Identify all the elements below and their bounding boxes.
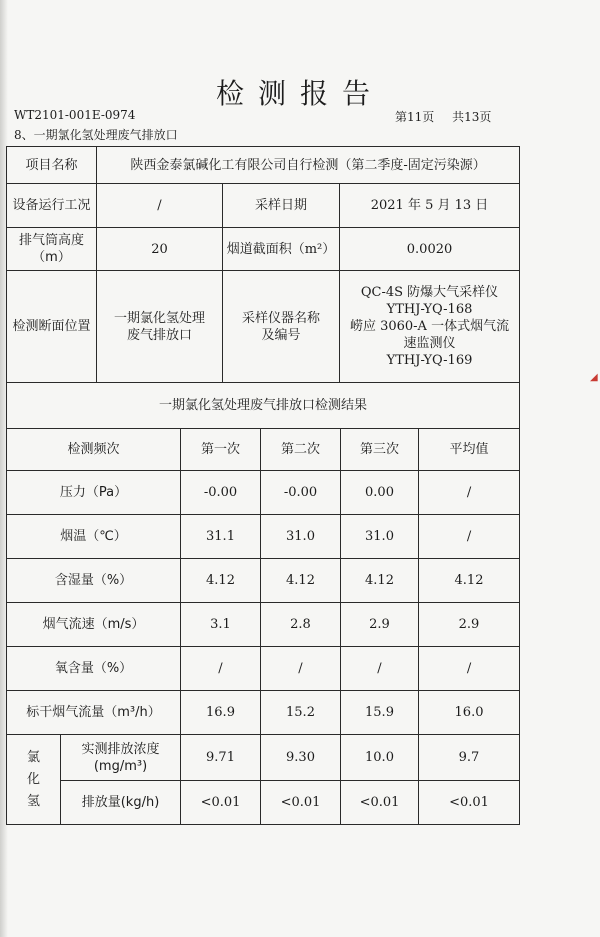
table-row	[7, 735, 520, 781]
cell-value: <0.01	[261, 781, 341, 825]
cell-value: 16.0	[419, 691, 520, 735]
row-label: 压力（Pa）	[7, 471, 181, 515]
equipment-status-value: /	[97, 184, 223, 228]
flue-area-value: 0.0020	[340, 228, 520, 271]
cell-value: /	[261, 647, 341, 691]
row-label	[61, 735, 181, 781]
cell-value: 10.0	[341, 735, 419, 781]
cell-value: 31.1	[181, 515, 261, 559]
row-label: 烟温（℃）	[7, 515, 181, 559]
header-first: 第一次	[181, 429, 261, 471]
section-position-line2: 废气排放口	[126, 327, 192, 343]
project-name-value: 陕西金泰氯碱化工有限公司自行检测（第二季度-固定污染源）	[97, 147, 520, 184]
instrument-line: QC-4S 防爆大气采样仪	[360, 285, 499, 300]
header-third: 第三次	[341, 429, 419, 471]
cell-value: 2.8	[261, 603, 341, 647]
flue-area-label: 烟道截面积（m²）	[223, 228, 340, 271]
table-row	[7, 781, 520, 825]
cell-value: -0.00	[261, 471, 341, 515]
results-caption: 一期氯化氢处理废气排放口检测结果	[7, 383, 520, 429]
cell-value: /	[341, 647, 419, 691]
stack-height-value: 20	[97, 228, 223, 271]
cell-value: 2.9	[341, 603, 419, 647]
section-position-value	[97, 271, 223, 383]
hcl-group-label-text: 氯化氢	[26, 749, 40, 809]
cell-value: 9.71	[181, 735, 261, 781]
stack-height-label-line2: （m）	[32, 250, 71, 265]
table-row	[7, 647, 520, 691]
row-label: 排放量(kg/h)	[61, 781, 181, 825]
instrument-label	[223, 271, 340, 383]
header-average: 平均值	[419, 429, 520, 471]
header-second: 第二次	[261, 429, 341, 471]
cell-value: 9.30	[261, 735, 341, 781]
cell-value: /	[181, 647, 261, 691]
cell-value: -0.00	[181, 471, 261, 515]
instrument-label-line2: 及编号	[261, 327, 301, 343]
table-row	[7, 603, 520, 647]
cell-value: 4.12	[419, 559, 520, 603]
row-label-line2: (mg/m³)	[93, 758, 148, 774]
report-title: 检测报告	[215, 77, 384, 110]
row-label: 含湿量（%）	[7, 559, 181, 603]
cell-value: /	[419, 515, 520, 559]
table-row	[7, 471, 520, 515]
sampling-date-value: 2021 年 5 月 13 日	[340, 184, 520, 228]
cell-value: 3.1	[181, 603, 261, 647]
cell-value: 0.00	[341, 471, 419, 515]
cell-value: 31.0	[261, 515, 341, 559]
instrument-line: YTHJ-YQ-168	[386, 302, 473, 317]
report-id: WT2101-001E-0974	[14, 108, 136, 122]
cell-value: /	[419, 471, 520, 515]
stack-height-label	[7, 228, 97, 271]
instrument-line: 速监测仪	[403, 336, 456, 351]
page-number: 第11页 共13页	[395, 110, 492, 124]
instrument-value	[340, 271, 520, 383]
table-row	[7, 559, 520, 603]
results-table	[6, 382, 520, 825]
cell-value: 4.12	[261, 559, 341, 603]
cell-value: <0.01	[181, 781, 261, 825]
instrument-label-line1: 采样仪器名称	[241, 310, 320, 326]
cell-value: 9.7	[419, 735, 520, 781]
red-stamp-edge: ◢	[590, 372, 598, 383]
row-label: 烟气流速（m/s）	[7, 603, 181, 647]
cell-value: 4.12	[341, 559, 419, 603]
section-position-label: 检测断面位置	[7, 271, 97, 383]
cell-value: <0.01	[419, 781, 520, 825]
instrument-line: YTHJ-YQ-169	[386, 353, 473, 368]
info-table	[6, 146, 520, 383]
cell-value: 16.9	[181, 691, 261, 735]
cell-value: /	[419, 647, 520, 691]
row-label: 标干烟气流量（m³/h）	[7, 691, 181, 735]
equipment-status-label: 设备运行工况	[7, 184, 97, 228]
cell-value: <0.01	[341, 781, 419, 825]
hcl-group-label	[7, 735, 61, 825]
stack-height-label-line1: 排气筒高度	[18, 233, 84, 248]
project-name-label: 项目名称	[7, 147, 97, 184]
row-label: 氧含量（%）	[7, 647, 181, 691]
table-row	[7, 515, 520, 559]
instrument-line: 崂应 3060-A 一体式烟气流	[349, 319, 510, 334]
table-row	[7, 691, 520, 735]
cell-value: 15.2	[261, 691, 341, 735]
header-frequency: 检测频次	[7, 429, 181, 471]
cell-value: 15.9	[341, 691, 419, 735]
section-position-line1: 一期氯化氢处理	[113, 310, 205, 326]
sampling-date-label: 采样日期	[223, 184, 340, 228]
cell-value: 4.12	[181, 559, 261, 603]
cell-value: 2.9	[419, 603, 520, 647]
section-title: 8、一期氯化氢处理废气排放口	[14, 128, 178, 142]
cell-value: 31.0	[341, 515, 419, 559]
row-label-line1: 实测排放浓度	[81, 741, 160, 757]
